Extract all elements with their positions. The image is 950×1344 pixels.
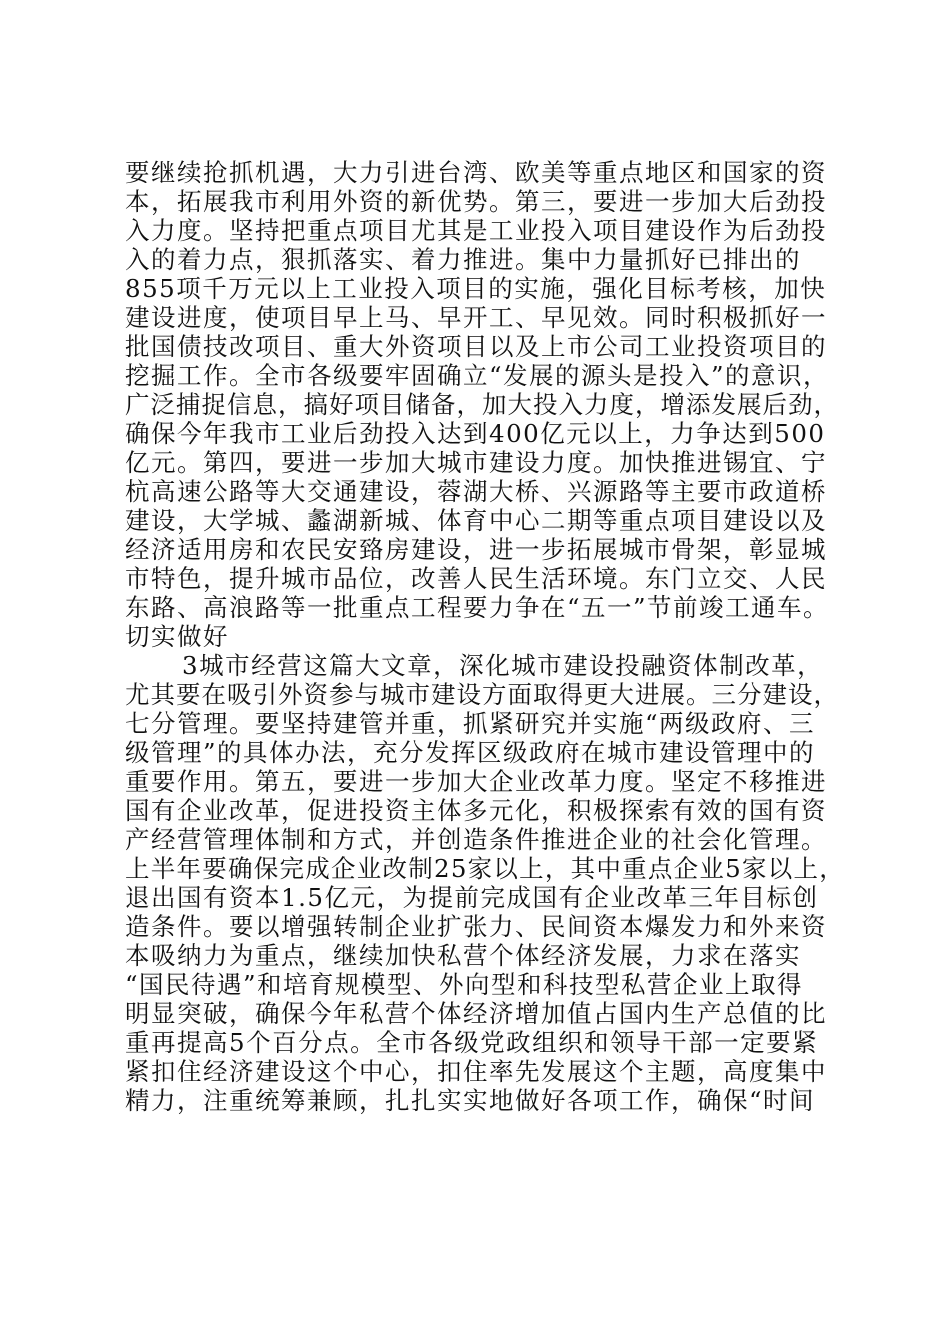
text-line: 明显突破，确保今年私营个体经济增加值占国内生产总值的比 [125, 999, 827, 1028]
text-line: 亿元。第四，要进一步加大城市建设力度。加快推进锡宜、宁 [125, 448, 827, 477]
text-line: 3城市经营这篇大文章，深化城市建设投融资体制改革， [182, 651, 824, 680]
text-line: 紧扣住经济建设这个中心，扣住率先发展这个主题，高度集中 [125, 1057, 827, 1086]
text-line: 本，拓展我市利用外资的新优势。第三，要进一步加大后劲投 [125, 187, 827, 216]
text-line: 要继续抢抓机遇，大力引进台湾、欧美等重点地区和国家的资 [125, 158, 827, 187]
text-line: 级管理”的具体办法，充分发挥区级政府在城市建设管理中的 [125, 738, 816, 767]
text-line: 切实做好 [125, 622, 229, 651]
text-line: 东路、高浪路等一批重点工程要力争在“五一”节前竣工通车。 [125, 593, 830, 622]
text-line: “国民待遇”和培育规模型、外向型和科技型私营企业上取得 [125, 970, 804, 999]
text-line: 批国债技改项目、重大外资项目以及上市公司工业投资项目的 [125, 332, 827, 361]
text-line: 挖掘工作。全市各级要牢固确立“发展的源头是投入”的意识， [125, 361, 830, 390]
text-line: 七分管理。要坚持建管并重，抓紧研究并实施“两级政府、三 [125, 709, 816, 738]
text-line: 杭高速公路等大交通建设，蓉湖大桥、兴源路等主要市政道桥 [125, 477, 827, 506]
text-line: 退出国有资本1.5亿元，为提前完成国有企业改革三年目标创 [125, 883, 819, 912]
text-line: 重要作用。第五，要进一步加大企业改革力度。坚定不移推进 [125, 767, 827, 796]
text-line: 855项千万元以上工业投入项目的实施，强化目标考核，加快 [125, 274, 827, 303]
text-line: 入力度。坚持把重点项目尤其是工业投入项目建设作为后劲投 [125, 216, 827, 245]
document-body [125, 158, 845, 1115]
text-line: 建设，大学城、蠡湖新城、体育中心二期等重点项目建设以及 [125, 506, 827, 535]
paragraph-1 [125, 158, 845, 651]
text-line: 入的着力点，狠抓落实、着力推进。集中力量抓好已排出的 [125, 245, 801, 274]
text-line: 经济适用房和农民安臵房建设，进一步拓展城市骨架，彰显城 [125, 535, 827, 564]
text-line: 造条件。要以增强转制企业扩张力、民间资本爆发力和外来资 [125, 912, 827, 941]
text-line: 建设进度，使项目早上马、早开工、早见效。同时积极抓好一 [125, 303, 827, 332]
paragraph-2 [125, 651, 845, 1115]
text-line: 国有企业改革，促进投资主体多元化，积极探索有效的国有资 [125, 796, 827, 825]
text-line: 尤其要在吸引外资参与城市建设方面取得更大进展。三分建设， [125, 680, 839, 709]
text-line: 确保今年我市工业后劲投入达到400亿元以上，力争达到500 [125, 419, 826, 448]
text-line: 精力，注重统筹兼顾，扎扎实实地做好各项工作，确保“时间 [125, 1086, 816, 1115]
text-line: 上半年要确保完成企业改制25家以上，其中重点企业5家以上， [125, 854, 846, 883]
text-line: 广泛捕捉信息，搞好项目储备，加大投入力度，增添发展后劲， [125, 390, 839, 419]
text-line: 市特色，提升城市品位，改善人民生活环境。东门立交、人民 [125, 564, 827, 593]
text-line: 产经营管理体制和方式，并创造条件推进企业的社会化管理。 [125, 825, 827, 854]
text-line: 本吸纳力为重点，继续加快私营个体经济发展，力求在落实 [125, 941, 801, 970]
text-line: 重再提高5个百分点。全市各级党政组织和领导干部一定要紧 [125, 1028, 819, 1057]
